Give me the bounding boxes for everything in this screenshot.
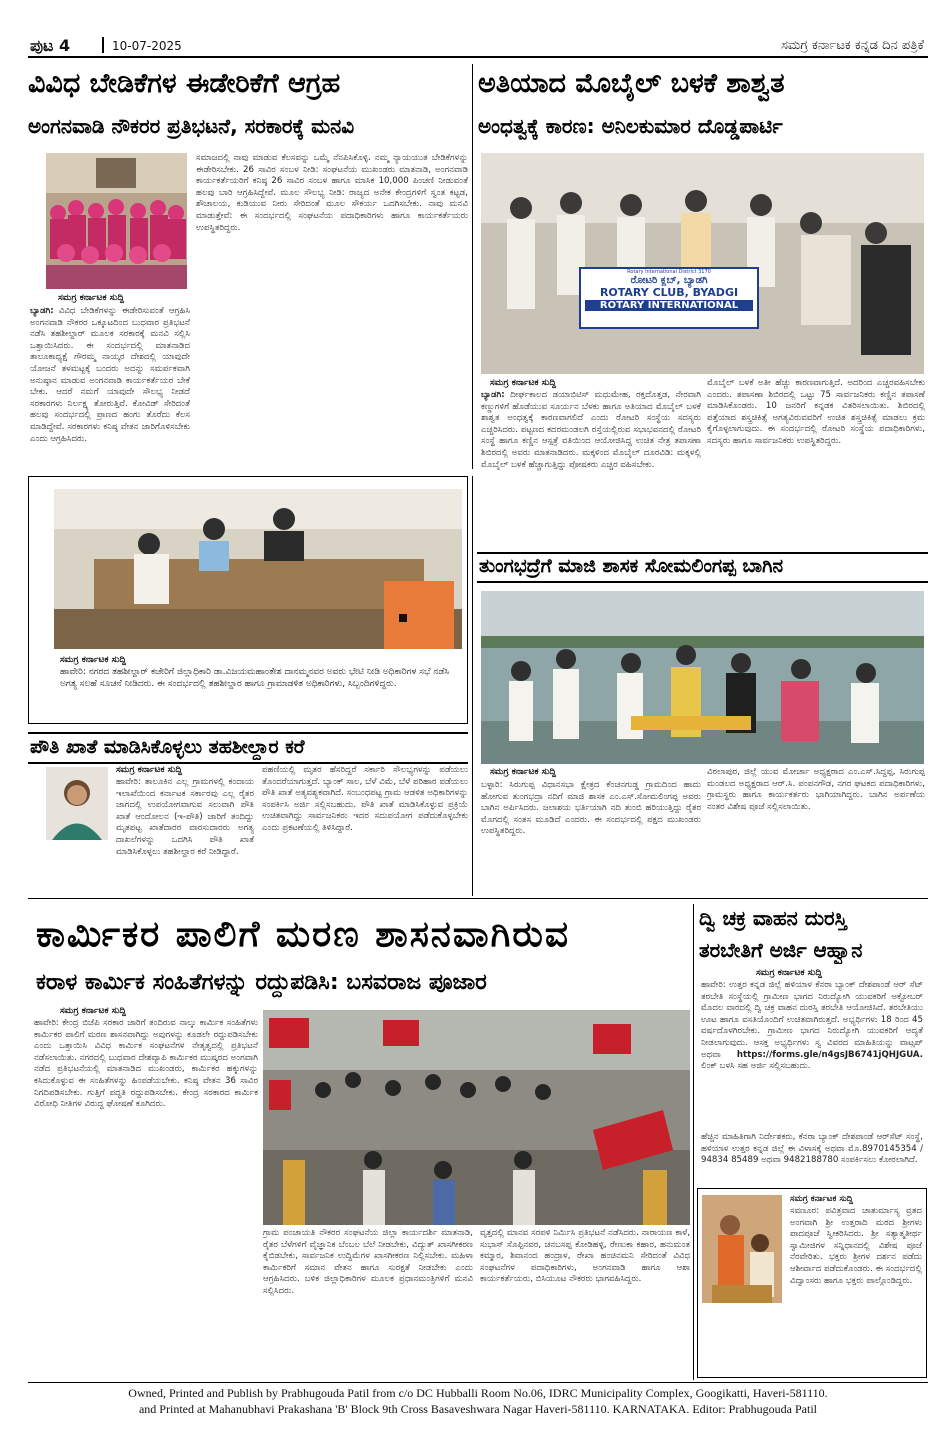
story7-byline: ಸಮಗ್ರ ಕರ್ನಾಟಕ ಸುದ್ದಿ (756, 968, 822, 978)
story6-subhead: ಕರಾಳ ಕಾರ್ಮಿಕ ಸಂಹಿತೆಗಳನ್ನು ರದ್ದುಪಡಿಸಿ: ಬಸವರಾಜ ಪೂಜಾರ (36, 970, 487, 995)
rotary-banner-club: ROTARY CLUB, BYADGI (599, 286, 739, 299)
story6-body-col1: ಹಾವೇರಿ: ಕೇಂದ್ರ ಬಿಜೆಪಿ ಸರಕಾರ ಜಾರಿಗೆ ತಂದಿರುವ ನಾಲ್ಕು ಕಾರ್ಮಿಕ ಸಂಹಿತೆಗಳು ಕಾರ್ಮಿಕರ ಪಾಲಿಗೆ ಮರಣ ಶಾಸನವಾಗಿದ್ದು ಅವುಗಳನ್ನು ಕೂಡಲೇ ರದ್ದುಪಡಿಸಬೇಕು ಎಂದು ಒತ್ತಾಯಿಸಿ ವಿವಿಧ ಕಾರ್ಮಿಕ ಸಂಘಟನೆಗಳ ನೇತೃತ್ವದಲ್ಲಿ ಪ್ರತಿಭಟನೆ ನಡೆಸಲಾಯಿತು. ನಗರದಲ್ಲಿ ಬುಧವಾರ ದೇಶವ್ಯಾಪಿ ಕಾರ್ಮಿಕರ ಮುಷ್ಕರದ ಅಂಗವಾಗಿ ನಡೆದ ಪ್ರತಿಭಟನೆಯಲ್ಲಿ ಮಾತನಾಡಿದ ಮುಖಂಡರು, ಕಾರ್ಮಿಕರ ಹಕ್ಕುಗಳನ್ನು ಕಸಿದುಕೊಳ್ಳುವ ಈ ಸಂಹಿತೆಗಳನ್ನು ಹಿಂಪಡೆಯಬೇಕು. ಕನಿಷ್ಠ ವೇತನ 36 ಸಾವಿರ ನಿಗದಿಪಡಿಸಬೇಕು. ಗುತ್ತಿಗೆ ಪದ್ಧತಿ ರದ್ದುಪಡಿಸಬೇಕು. ಕೇಂದ್ರ ಸರಕಾರದ ಕಾರ್ಮಿಕ ವಿರೋಧಿ ನೀತಿಗಳ ವಿರುದ್ಧ ಘೋಷಣೆ ಕೂಗಿದರು. (34, 1018, 258, 1110)
story6-body-col3: ವೃತ್ತದಲ್ಲಿ ಮಾನವ ಸರಪಳಿ ನಿರ್ಮಿಸಿ ಪ್ರತಿಭಟನೆ ನಡೆಸಿದರು. ನಾರಾಯಣ ಕಾಳೆ, ಸುಭಾಸ್ ಸೊಪ್ಪಿನವರ, ಚನಬಸಪ್ಪ ಕೋಡಿಹಳ್ಳಿ, ರೇಣುಕಾ ಕಹಾರ, ಹನುಮಂತ ಕಮ್ಮಾರ, ಶಿವಾನಂದ ಹಂದ್ರಾಳ, ರೇಖಾ ಹಂಚಿನಮನಿ ಸೇರಿದಂತೆ ವಿವಿಧ ಸಂಘಟನೆಗಳ ಪದಾಧಿಕಾರಿಗಳು, ಅಂಗನವಾಡಿ ಹಾಗೂ ಆಶಾ ಕಾರ್ಯಕರ್ತೆಯರು, ಬಿಸಿಯೂಟ ನೌಕರರು ಭಾಗವಹಿಸಿದ್ದರು. (480, 1228, 690, 1285)
story7-form-link[interactable]: https://forms.gle/n4gsJB6741jQHJGUA. (736, 1049, 923, 1060)
story8-photo (702, 1195, 782, 1303)
story5-byline: ಸಮಗ್ರ ಕರ್ನಾಟಕ ಸುದ್ದಿ (490, 767, 556, 777)
story1-headline: ವಿವಿಧ ಬೇಡಿಕೆಗಳ ಈಡೇರಿಕೆಗೆ ಆಗ್ರಹ (28, 68, 341, 99)
seer-pooja-photo (702, 1195, 782, 1303)
section-rule-lower (28, 898, 928, 899)
story6-body-col2: ಗ್ರಾಮ ಪಂಚಾಯತಿ ನೌಕರರ ಸಂಘಟನೆಯ ಜಿಲ್ಲಾ ಕಾರ್ಯದರ್ಶಿ ಮಾತನಾಡಿ, ರೈತರ ಬೆಳೆಗಳಿಗೆ ವೈಜ್ಞಾನಿಕ ಬೆಂಬಲ ಬೆಲೆ ನೀಡಬೇಕು, ವಿದ್ಯುತ್ ಖಾಸಗೀಕರಣ ಕೈಬಿಡಬೇಕು, ಸಾರ್ವಜನಿಕ ಉದ್ದಿಮೆಗಳ ಖಾಸಗೀಕರಣ ನಿಲ್ಲಿಸಬೇಕು. ಮಹಿಳಾ ಕಾರ್ಮಿಕರಿಗೆ ಸಮಾನ ವೇತನ ಹಾಗೂ ಸುರಕ್ಷತೆ ನೀಡಬೇಕು ಎಂದು ಆಗ್ರಹಿಸಿದರು. ಬಳಿಕ ಜಿಲ್ಲಾಧಿಕಾರಿಗಳ ಮೂಲಕ ಪ್ರಧಾನಮಂತ್ರಿಗಳಿಗೆ ಮನವಿ ಸಲ್ಲಿಸಿದರು. (263, 1228, 473, 1296)
story5-body-right: ವಿಠಲಾಪುರ, ಜಿಲ್ಲೆ ಯುವ ಮೋರ್ಚಾ ಅಧ್ಯಕ್ಷರಾದ ಎಂ.ಎಸ್.ಸಿದ್ದಪ್ಪ, ಸಿರುಗುಪ್ಪ ಮಂಡಲದ ಅಧ್ಯಕ್ಷರಾದ ಆರ್.ಸಿ. ಪಂಪನಗೌಡ, ನಗರ ಘಟಕದ ಪದಾಧಿಕಾರಿಗಳು, ಗ್ರಾಮಸ್ಥರು ಹಾಗೂ ಕಾರ್ಯಕರ್ತರು ಭಾಗಿಯಾಗಿದ್ದರು. ಬಾಗಿನ ಅರ್ಪಣೆಯ ನಂತರ ವಿಶೇಷ ಪೂಜೆ ಸಲ್ಲಿಸಲಾಯಿತು. (707, 767, 925, 812)
story6-headline: ಕಾರ್ಮಿಕರ ಪಾಲಿಗೆ ಮರಣ ಶಾಸನವಾಗಿರುವ (36, 914, 570, 955)
story6-byline: ಸಮಗ್ರ ಕರ್ನಾಟಕ ಸುದ್ದಿ (60, 1006, 126, 1016)
story1-body-right: ಸಮಾಜದಲ್ಲಿ ನಾವು ಮಾಡುವ ಕೆಲಸವನ್ನು ಒಮ್ಮೆ ನೆನಪಿಸಿಕೊಳ್ಳಿ. ನಮ್ಮ ನ್ಯಾಯಯುತ ಬೇಡಿಕೆಗಳನ್ನು ಈಡೇರಿಸಬೇಕು. 26 ಸಾವಿರ ಸಂಬಳ ನೀಡಿ: ಸಂಘಟನೆಯ ಮುಖಂಡರು ಮಾತನಾಡಿ, ಅಂಗನವಾಡಿ ಕಾರ್ಯಕರ್ತೆಯರಿಗೆ ಕನಿಷ್ಠ 26 ಸಾವಿರ ಸಂಬಳ ಹಾಗೂ ಮಾಸಿಕ 10,000 ಪಿಂಚಣಿ ನೀಡುವಂತೆ ಹಲವು ಬಾರಿ ಆಗ್ರಹಿಸಿದ್ದೇವೆ. ಮೂಲ ಸೌಲಭ್ಯ ನೀಡಿ: ರಾಜ್ಯದ ಅನೇಕ ಕೇಂದ್ರಗಳಿಗೆ ಸ್ವಂತ ಕಟ್ಟಡ, ಶೌಚಾಲಯ, ಕುಡಿಯುವ ನೀರು ಸೇರಿದಂತೆ ಮೂಲ ಸೌಕರ್ಯ ಒದಗಿಸಬೇಕು. ನಾವು ಮನವಿ ಮಾಡುತ್ತೇವೆ: ಈ ಸಂದರ್ಭದಲ್ಲಿ ಸಂಘಟನೆಯ ಪದಾಧಿಕಾರಿಗಳು ಹಾಗೂ ಕಾರ್ಯಕರ್ತೆಯರು ಉಪಸ್ಥಿತರಿದ್ದರು. (196, 153, 468, 233)
rotary-banner-kannada: ರೋಟರಿ ಕ್ಲಬ್, ಬ್ಯಾಡಗಿ (630, 275, 708, 286)
story4-body-left: ಹಾವೇರಿ: ತಾಲೂಕಿನ ಎಲ್ಲ ಗ್ರಾಮಗಳಲ್ಲಿ ಕಂದಾಯ ಇಲಾಖೆಯಿಂದ ಕರ್ನಾಟಕ ಸರ್ಕಾರವು ಎಲ್ಲ ರೈತರ ಜಾಗದಲ್ಲಿ ಉಪಯೋಗವಾಗುವ ಸಲುವಾಗಿ ಪೌತಿ ಖಾತೆ ಆಂದೋಲನ (ಇ-ಪೌತಿ) ಜಾರಿಗೆ ತಂದಿದ್ದು ಮೃತಪಟ್ಟ ಖಾತೆದಾರರ ವಾರಸುದಾರರು ಅಗತ್ಯ ದಾಖಲೆಗಳನ್ನು ಒದಗಿಸಿ ಪೌತಿ ಖಾತೆ ಮಾಡಿಸಿಕೊಳ್ಳಲು ತಹಶೀಲ್ದಾರ ಕರೆ ನೀಡಿದ್ದಾರೆ. (116, 777, 254, 857)
imprint-line2: and Printed at Mahanubhavi Prakashana 'B' Block 9th Cross Basaveshwara Nagar Haveri-581110. KARNATAKA. Editor: Prabhugouda Patil (138, 1402, 817, 1416)
column-divider-mid (472, 476, 473, 896)
story6-photo (263, 1010, 690, 1225)
story5-body-left: ಬಳ್ಳಾರಿ: ಸಿರುಗುಪ್ಪ ವಿಧಾನಸಭಾ ಕ್ಷೇತ್ರದ ಕೆಂಚನಗುಡ್ಡ ಗ್ರಾಮದಿಂದ ಹಾದು ಹೋಗುವ ತುಂಗಭದ್ರಾ ನದಿಗೆ ಮಾಜಿ ಶಾಸಕ ಎಂ.ಎಸ್.ಸೋಮಲಿಂಗಪ್ಪ ಅವರು ಬಾಗಿನ ಅರ್ಪಿಸಿದರು. ಜಲಾಶಯ ಭರ್ತಿಯಾಗಿ ನದಿ ತುಂಬಿ ಹರಿಯುತ್ತಿದ್ದು ರೈತರ ಮೊಗದಲ್ಲಿ ಸಂತಸ ಮೂಡಿದೆ ಎಂದರು. ಈ ಸಂದರ್ಭದಲ್ಲಿ ಪಕ್ಷದ ಮುಖಂಡರು ಉಪಸ್ಥಿತರಿದ್ದರು. (481, 780, 701, 837)
column-divider-bottom (693, 904, 694, 1380)
tahsildar-portrait (46, 767, 108, 840)
story2-headline: ಅತಿಯಾದ ಮೊಬೈಲ್ ಬಳಕೆ ಶಾಶ್ವತ (478, 68, 785, 99)
photo3-caption: ಹಾವೇರಿ: ನಗರದ ತಹಶೀಲ್ದಾರ್ ಕಚೇರಿಗೆ ಜಿಲ್ಲಾಧಿಕಾರಿ ಡಾ.ವಿಜಯಮಹಾಂತೇಶ ದಾನಮ್ಮನವರ ಅವರು ಭೇಟಿ ನೀಡಿ ಅಧಿಕಾರಿಗಳ ಸಭೆ ನಡೆಸಿ ಅಗತ್ಯ ಸಲಹೆ ಸೂಚನೆ ನೀಡಿದರು. ಈ ಸಂದರ್ಭದಲ್ಲಿ ತಹಶೀಲ್ದಾರ ಹಾಗೂ ಗ್ರಾಮಾಡಳಿತ ಅಧಿಕಾರಿಗಳು, ಸಿಬ್ಬಂದಿಗಳಿದ್ದರು. (60, 667, 450, 689)
story7-headline-line2: ತರಬೇತಿಗೆ ಅರ್ಜಿ ಆಹ್ವಾನ (699, 938, 863, 962)
story1-subhead: ಅಂಗನವಾಡಿ ನೌಕರರ ಪ್ರತಿಭಟನೆ, ಸರಕಾರಕ್ಕೆ ಮನವಿ (28, 114, 355, 138)
imprint-line1: Owned, Printed and Publish by Prabhugouda Patil from c/o DC Hubballi Room No.06, IDRC Municipality Complex, Googikatti, Haveri-581110. (128, 1386, 828, 1400)
rotary-eye-camp-photo (481, 153, 924, 374)
story7-text: ಹಾವೇರಿ: ಉತ್ತರ ಕನ್ನಡ ಜಿಲ್ಲೆ ಹಳಿಯಾಳ ಕೆನರಾ ಬ್ಯಾಂಕ್ ದೇಶಪಾಂಡೆ ಆರ್ ಸೆಟ್ ತರಬೇತಿ ಸಂಸ್ಥೆಯಲ್ಲಿ ಗ್ರಾಮೀಣ ಭಾಗದ ನಿರುದ್ಯೋಗಿ ಯುವಕರಿಗೆ ಅಕ್ಟೋಬರ್ ಮೊದಲ ವಾರದಲ್ಲಿ ದ್ವಿ ಚಕ್ರ ವಾಹನ ದುರಸ್ತಿ ತರಬೇತಿ ಆಯೋಜಿಸಿದೆ. ತರಬೇತಿಯು ಊಟ ಹಾಗೂ ವಸತಿಯೊಂದಿಗೆ ಉಚಿತವಾಗಿರುತ್ತದೆ. ಅಭ್ಯರ್ಥಿಗಳು 18 ರಿಂದ 45 ವರ್ಷದೊಳಗಿರಬೇಕು. ಗ್ರಾಮೀಣ ಭಾಗದ ನಿರುದ್ಯೋಗಿ ಯುವಕರಿಗೆ ಆದ್ಯತೆ ನೀಡಲಾಗುವುದು. (701, 980, 923, 1048)
masthead (16, 36, 928, 54)
dc-meeting-photo (54, 489, 462, 649)
story4-photo (46, 767, 108, 840)
photo3-caption-block (60, 654, 462, 720)
imprint (28, 1385, 928, 1417)
story1-dateline: ಬ್ಯಾಡಗಿ: (30, 306, 54, 316)
story5-headline: ತುಂಗಭದ್ರೆಗೆ ಮಾಜಿ ಶಾಸಕ ಸೋಮಲಿಂಗಪ್ಪ ಬಾಗಿನ (479, 555, 784, 577)
photo3 (54, 489, 462, 649)
imprint-rule (28, 1382, 928, 1383)
story1-text-left: ವಿವಿಧ ಬೇಡಿಕೆಗಳನ್ನು ಈಡೇರಿಸುವಂತೆ ಆಗ್ರಹಿಸಿ ಅಂಗನವಾಡಿ ನೌಕರರ ಒಕ್ಕೂಟದಿಂದ ಬುಧವಾರ ಪ್ರತಿಭಟನೆ ನಡೆಸಿ ತಹಶೀಲ್ದಾರ್ ಮೂಲಕ ಸರಕಾರಕ್ಕೆ ಮನವಿ ಸಲ್ಲಿಸಿ ಒತ್ತಾಯಿಸಿದರು. ಈ ಸಂದರ್ಭದಲ್ಲಿ ಮಾತನಾಡಿದ ತಾಲೂಕಾಧ್ಯಕ್ಷೆ ಗೌರಮ್ಮ ನಾಯ್ಕರ ದೇಶದಲ್ಲಿ ಯಾವುದೇ ಯೋಜನೆ ತಳಮಟ್ಟಕ್ಕೆ ಬಂದರು ಅದನ್ನು ಸಮರ್ಪಕವಾಗಿ ಅನುಷ್ಠಾನ ಮಾಡುವ ಅಂಗನವಾಡಿ ಕಾರ್ಯಕರ್ತೆಯರ ಬೇಕೆ ಬೇಕು. ಆದರೆ ನಮಗೆ ಯಾವುದೇ ಸೌಲಭ್ಯ ನೀಡದೆ ಸರಕಾರಗಳು ನಿರ್ಲಕ್ಷ್ಯ ತೋರುತ್ತಿವೆ. ಕೋವಿಡ್ ಸೇರಿದಂತೆ ಹಲವು ಸಂದರ್ಭದಲ್ಲಿ ಪ್ರಾಣದ ಹಂಗು ತೊರೆದು ಕೆಲಸ ಮಾಡಿದ್ದೇವೆ. ಸರಕಾರಗಳು ಕನಿಷ್ಠ ವೇತನ ಜಾರಿಗೊಳಿಸಬೇಕು ಎಂದು ಆಗ್ರಹಿಸಿದರು. (30, 306, 190, 444)
bagina-river-photo (481, 591, 924, 764)
story1-byline: ಸಮಗ್ರ ಕರ್ನಾಟಕ ಸುದ್ದಿ (58, 293, 124, 303)
story4-headline: ಪೌತಿ ಖಾತೆ ಮಾಡಿಸಿಕೊಳ್ಳಲು ತಹಶೀಲ್ದಾರ ಕರೆ (30, 736, 305, 758)
story1-body-left (30, 306, 190, 466)
story5-bottom-rule (477, 581, 928, 583)
story2-body-right: ಮೊಬೈಲ್ ಬಳಕೆ ಅತೀ ಹೆಚ್ಚು ಕಾರಣವಾಗುತ್ತಿದೆ. ಅದರಿಂದ ಎಚ್ಚರವಹಿಸಬೇಕು ಎಂದರು. ತಪಾಸಣಾ ಶಿಬಿರದಲ್ಲಿ ಒಟ್ಟು 75 ಸಾರ್ವಜನಿಕರು ಕಣ್ಣಿನ ತಪಾಸಣೆ ಮಾಡಿಸಿಕೊಂಡರು. 10 ಜನರಿಗೆ ಕನ್ನಡಕ ವಿತರಿಸಲಾಯಿತು. ಶಿಬಿರದಲ್ಲಿ ಪತ್ತೆಯಾದ ಶಸ್ತ್ರಚಿಕಿತ್ಸೆ ಅಗತ್ಯವಿರುವವರಿಗೆ ಉಚಿತ ಶಸ್ತ್ರಚಿಕಿತ್ಸೆ ಮಾಡಲು ಕ್ರಮ ಕೈಗೊಳ್ಳಲಾಗುವುದು. ಈ ಸಂದರ್ಭದಲ್ಲಿ ರೋಟರಿ ಸಂಸ್ಥೆಯ ಪದಾಧಿಕಾರಿಗಳು, ಸದಸ್ಯರು ಹಾಗೂ ಸಾರ್ವಜನಿಕರು ಉಪಸ್ಥಿತರಿದ್ದರು. (707, 378, 925, 446)
story7-link-after: ಲಿಂಕ್ ಬಳಸಿ ಸಹ ಅರ್ಜಿ ಸಲ್ಲಿಸಬಹುದು. (701, 1061, 811, 1072)
story8-body: ಸವಣೂರ: ಪವಿತ್ರವಾದ ಚಾತುರ್ಮಾಸ್ಯ ವ್ರತದ ಅಂಗವಾಗಿ ಶ್ರೀ ಉತ್ತರಾದಿ ಮಠದ ಶ್ರೀಗಳು ಪಾದಪೂಜೆ ಸ್ವೀಕರಿಸಿದರು. ಶ್ರೀ ಸತ್ಯಾತ್ಮತೀರ್ಥ ಸ್ವಾಮೀಜಿಗಳ ಸನ್ನಿಧಾನದಲ್ಲಿ ವಿಶೇಷ ಪೂಜೆ ನೆರವೇರಿತು. ಭಕ್ತರು ಶ್ರೀಗಳ ದರ್ಶನ ಪಡೆದು ಆಶೀರ್ವಾದ ಪಡೆದುಕೊಂಡರು. ಈ ಸಂದರ್ಭದಲ್ಲಿ ವಿದ್ವಾಂಸರು ಹಾಗೂ ಭಕ್ತರು ಪಾಲ್ಗೊಂಡಿದ್ದರು. (790, 1206, 922, 1286)
story2-photo (481, 153, 924, 374)
rotary-banner-district: Rotary International District 3170 (627, 269, 711, 275)
story5-photo (481, 591, 924, 764)
rotary-banner-intl: ROTARY INTERNATIONAL (585, 300, 753, 311)
story7-body (701, 980, 923, 1130)
rotary-banner (579, 267, 759, 329)
labour-protest-photo (263, 1010, 690, 1225)
story2-dateline: ಬ್ಯಾಡಗಿ: (481, 390, 505, 400)
story2-byline: ಸಮಗ್ರ ಕರ್ನಾಟಕ ಸುದ್ದಿ (490, 378, 556, 388)
column-divider-top (472, 64, 473, 469)
masthead-divider (102, 37, 104, 53)
story7-contact: ಹೆಚ್ಚಿನ ಮಾಹಿತಿಗಾಗಿ ನಿರ್ದೇಶಕರು, ಕೆನರಾ ಬ್ಯಾಂಕ್ ದೇಶಪಾಂಡೆ ಆರ್‌ಸೆಟ್ ಸಂಸ್ಥೆ, ಹಳಿಯಾಳ ಉತ್ತರ ಕನ್ನಡ ಜಿಲ್ಲೆ ಈ ವಿಳಾಸಕ್ಕೆ ಅಥವಾ ಮೊ.8970145354 / 94834 85489 ಅಥವಾ 9482188780 ಸಂಪರ್ಕಿಸಲು ಕೋರಲಾಗಿದೆ. (701, 1132, 923, 1166)
page-number: ಪುಟ 4 (30, 36, 71, 55)
photo3-byline: ಸಮಗ್ರ ಕರ್ನಾಟಕ ಸುದ್ದಿ (60, 655, 126, 665)
story2-subhead: ಅಂಧತ್ವಕ್ಕೆ ಕಾರಣ: ಅನಿಲಕುಮಾರ ದೊಡ್ಡಪಾರ್ಟಿ (478, 114, 783, 138)
anganwadi-protest-photo (46, 153, 187, 289)
story4-bottom-rule (28, 762, 468, 764)
story7-headline-line1: ದ್ವಿ ಚಕ್ರ ವಾಹನ ದುರಸ್ತಿ (699, 906, 847, 930)
story8-byline: ಸಮಗ್ರ ಕರ್ನಾಟಕ ಸುದ್ದಿ (790, 1194, 853, 1204)
story4-body-right: ಪಹಣಿಯಲ್ಲಿ ಮೃತರ ಹೆಸರಿದ್ದರೆ ಸರ್ಕಾರಿ ಸೌಲಭ್ಯಗಳನ್ನು ಪಡೆಯಲು ತೊಂದರೆಯಾಗುತ್ತದೆ. ಬ್ಯಾಂಕ್ ಸಾಲ, ಬೆಳೆ ವಿಮೆ, ಬೆಳೆ ಪರಿಹಾರ ಪಡೆಯಲು ಪೌತಿ ಖಾತೆ ಅತ್ಯವಶ್ಯಕವಾಗಿದೆ. ಸಂಬಂಧಪಟ್ಟ ಗ್ರಾಮ ಆಡಳಿತ ಅಧಿಕಾರಿಗಳನ್ನು ಸಂಪರ್ಕಿಸಿ ಅರ್ಜಿ ಸಲ್ಲಿಸಬಹುದು. ಪೌತಿ ಖಾತೆ ಮಾಡಿಸಿಕೊಳ್ಳುವ ಪ್ರಕ್ರಿಯೆ ಉಚಿತವಾಗಿದ್ದು ಸಾರ್ವಜನಿಕರು ಇದರ ಸದುಪಯೋಗ ಪಡೆದುಕೊಳ್ಳಬೇಕು ಎಂದು ಪ್ರಕಟಣೆಯಲ್ಲಿ ತಿಳಿಸಿದ್ದಾರೆ. (262, 765, 468, 833)
paper-name: ಸಮಗ್ರ ಕರ್ನಾಟಕ ಕನ್ನಡ ದಿನ ಪತ್ರಿಕೆ (781, 38, 924, 53)
masthead-rule (28, 56, 928, 58)
story2-body-left (481, 390, 701, 550)
story2-text-left: ದೀರ್ಘಕಾಲದ ಡಯಾಬಿಟಿಸ್ ಮಧುಮೇಹ, ರಕ್ತದೊತ್ತಡ, ನೇರವಾಗಿ ಕಣ್ಣುಗಳಿಗೆ ಹೊಡೆಯುವ ಸೂರ್ಯನ ಬೆಳಕು ಹಾಗೂ ಅತಿಯಾದ ಮೊಬೈಲ್ ಬಳಕೆ ಶಾಶ್ವತ ಅಂಧತ್ವಕ್ಕೆ ಕಾರಣವಾಗಲಿದೆ ಎಂದು ರೋಟರಿ ಸಂಸ್ಥೆಯ ಸದಸ್ಯರು ಎಚ್ಚರಿಸಿದರು. ಪಟ್ಟಣದ ಕದರಮಂಡಲಗಿ ರಸ್ತೆಯಲ್ಲಿರುವ ಸಭಾಭವನದಲ್ಲಿ ರೋಟರಿ ಸಂಸ್ಥೆ ಹಾಗೂ ಕಣ್ಣಿನ ಆಸ್ಪತ್ರೆ ವತಿಯಿಂದ ಆಯೋಜಿಸಿದ್ದ ಉಚಿತ ನೇತ್ರ ತಪಾಸಣಾ ಶಿಬಿರದಲ್ಲಿ ಅವರು ಮಾತನಾಡಿದರು. ಮಕ್ಕಳಿಂದ ಮೊಬೈಲ್ ದೂರವಿಡಿ: ಮಕ್ಕಳಲ್ಲಿ ಮೊಬೈಲ್ ಬಳಕೆ ಹೆಚ್ಚಾಗುತ್ತಿದ್ದು ಪೋಷಕರು ಎಚ್ಚರ ವಹಿಸಬೇಕು. (481, 390, 701, 470)
page-date: 10-07-2025 (112, 39, 182, 53)
story1-photo (46, 153, 187, 289)
story7-link-intro: ಆಸಕ್ತ ಅಭ್ಯರ್ಥಿಗಳು ಸ್ವ ವಿವರದ ಮಾಹಿತಿಯನ್ನು ವಾಟ್ಸಪ್ ಅಥವಾ (701, 1037, 923, 1060)
story4-byline: ಸಮಗ್ರ ಕರ್ನಾಟಕ ಸುದ್ದಿ (116, 765, 182, 775)
